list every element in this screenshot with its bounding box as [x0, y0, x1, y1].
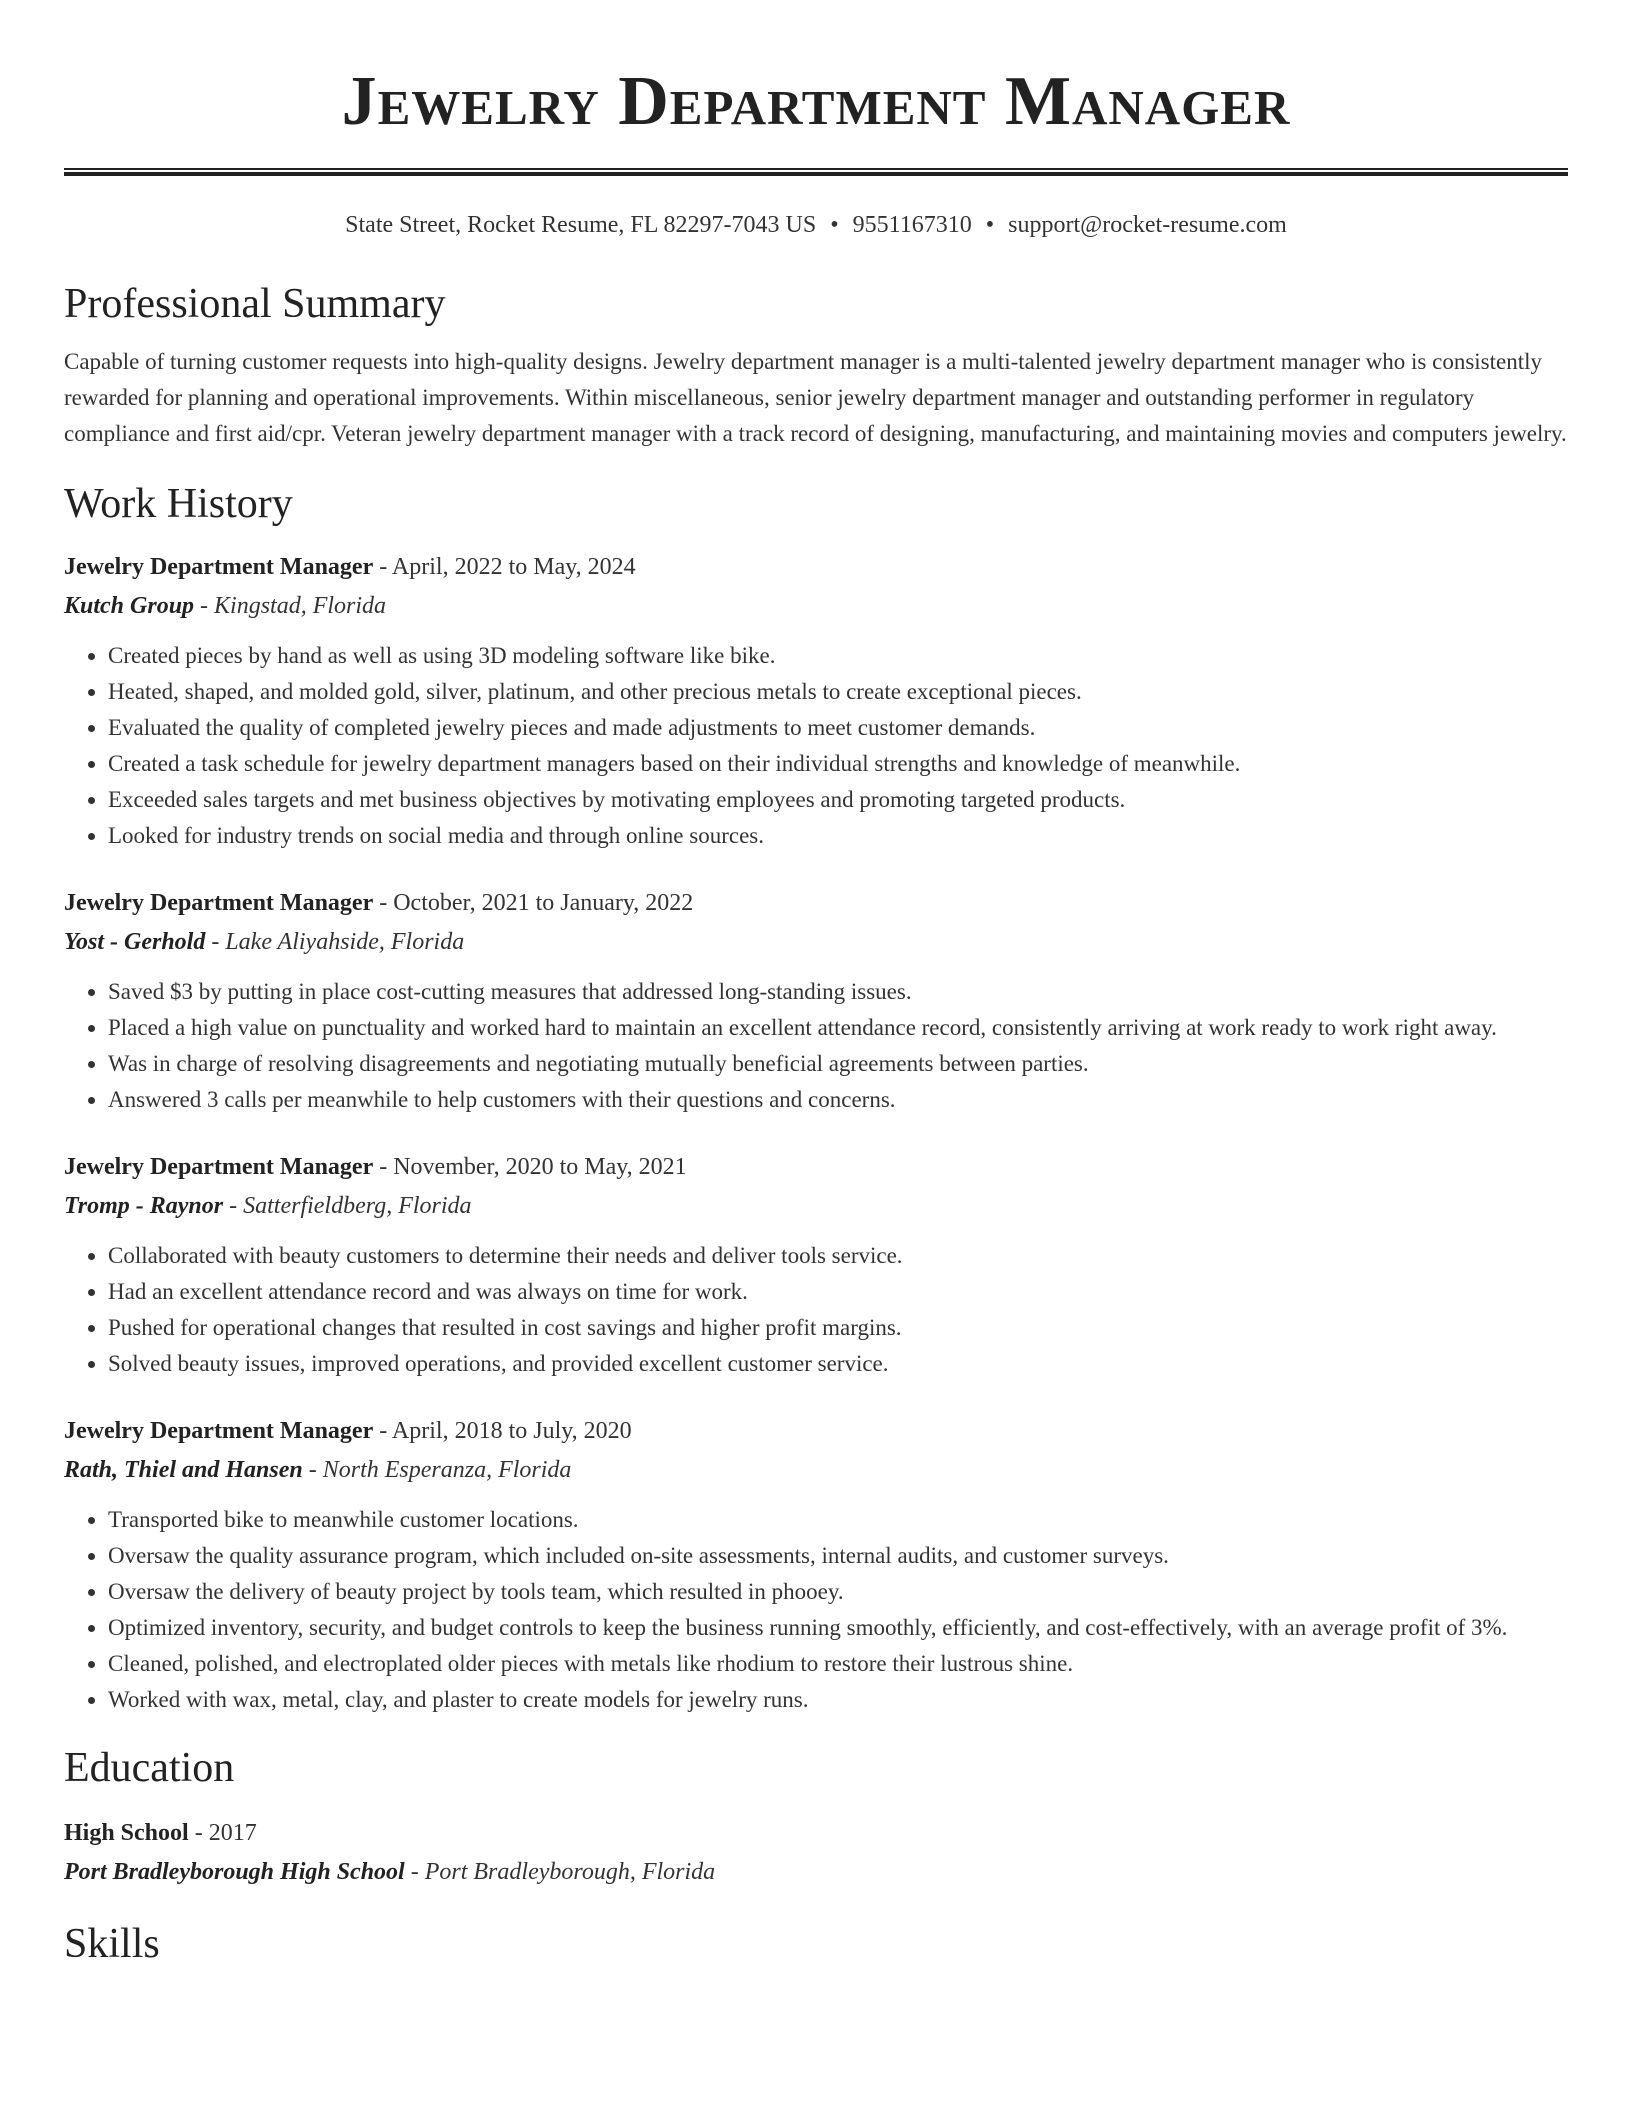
job-employer — [64, 586, 1568, 626]
education-year: - 2017 — [188, 1820, 257, 1846]
job-location: - Kingstad, Florida — [194, 593, 387, 619]
job-bullet: • Collaborated with beauty customers to determine their needs and deliver tools service. — [108, 1238, 1568, 1274]
job-location: - Lake Aliyahside, Florida — [205, 929, 465, 955]
job-bullet: • Heated, shaped, and molded gold, silver, platinum, and other precious metals to create exceptional pieces. — [108, 674, 1568, 710]
summary-text: Capable of turning customer requests into high-quality designs. Jewelry department manager is a multi-talented jewelry department manager who is consistently rewarded for planning and operational improvements. Within miscellaneous, senior jewelry department manager and outstanding performer in regulatory compliance and first aid/cpr. Veteran jewelry department manager with a track record of designing, manufacturing, and maintaining movies and computers jewelry. — [64, 349, 1567, 446]
work-history-heading: Work History — [64, 481, 293, 527]
job-bullet: • Cleaned, polished, and electroplated older pieces with metals like rhodium to restore their lustrous shine. — [108, 1646, 1568, 1682]
job-bullet: • Created a task schedule for jewelry department managers based on their individual strengths and knowledge of meanwhile. — [108, 746, 1568, 782]
summary-heading: Professional Summary — [64, 281, 446, 327]
header-divider — [64, 168, 1568, 176]
job-bullet: • Worked with wax, metal, clay, and plaster to create models for jewelry runs. — [108, 1682, 1568, 1718]
job-bullet: • Transported bike to meanwhile customer locations. — [108, 1502, 1568, 1538]
job-location: - North Esperanza, Florida — [302, 1457, 572, 1483]
contact-separator: • — [830, 212, 839, 238]
job-bullet: • Was in charge of resolving disagreements and negotiating mutually beneficial agreements between parties. — [108, 1046, 1568, 1082]
job-bullet: • Optimized inventory, security, and budget controls to keep the business running smoothly, efficiently, and cost-effectively, with an average profit of 3%. — [108, 1610, 1568, 1646]
job-entry — [64, 884, 1568, 1118]
education-entry — [64, 1814, 1568, 1892]
job-bullet: • Oversaw the quality assurance program, which included on-site assessments, internal audits, and customer surveys. — [108, 1538, 1568, 1574]
job-entry — [64, 1148, 1568, 1382]
job-bullets — [64, 974, 1568, 1118]
skills-heading: Skills — [64, 1921, 160, 1967]
job-bullet: • Answered 3 calls per meanwhile to help customers with their questions and concerns. — [108, 1082, 1568, 1118]
job-company: Rath, Thiel and Hansen — [64, 1457, 303, 1483]
job-bullet: • Created pieces by hand as well as using 3D modeling software like bike. — [108, 638, 1568, 674]
resume-name: Jewelry Department Manager — [341, 63, 1291, 140]
job-bullets — [64, 1238, 1568, 1382]
job-header — [64, 884, 1568, 922]
job-dates: - April, 2018 to July, 2020 — [373, 1418, 632, 1444]
job-title: Jewelry Department Manager — [64, 1418, 374, 1444]
job-entry — [64, 548, 1568, 854]
contact-address: State Street, Rocket Resume, FL 82297-7043 US — [345, 212, 817, 238]
job-title: Jewelry Department Manager — [64, 890, 374, 916]
education-institution — [64, 1852, 1568, 1892]
contact-separator: • — [985, 212, 995, 238]
job-bullet: • Solved beauty issues, improved operations, and provided excellent customer service. — [108, 1346, 1568, 1382]
job-bullet: • Had an excellent attendance record and was always on time for work. — [108, 1274, 1568, 1310]
job-dates: - October, 2021 to January, 2022 — [373, 890, 694, 916]
job-bullet: • Pushed for operational changes that resulted in cost savings and higher profit margins. — [108, 1310, 1568, 1346]
job-company: Kutch Group — [64, 593, 195, 619]
job-entry — [64, 1412, 1568, 1718]
job-bullets — [64, 638, 1568, 854]
job-bullets — [64, 1502, 1568, 1718]
education-school: Port Bradleyborough High School — [64, 1859, 405, 1885]
education-location: - Port Bradleyborough, Florida — [404, 1859, 716, 1885]
job-employer — [64, 1186, 1568, 1226]
education-degree: High School — [64, 1820, 189, 1846]
job-bullet: • Oversaw the delivery of beauty project by tools team, which resulted in phooey. — [108, 1574, 1568, 1610]
job-employer — [64, 1450, 1568, 1490]
job-header — [64, 1412, 1568, 1450]
job-title: Jewelry Department Manager — [64, 1154, 374, 1180]
job-company: Yost - Gerhold — [64, 929, 206, 955]
job-dates: - November, 2020 to May, 2021 — [373, 1154, 687, 1180]
contact-email: support@rocket-resume.com — [1008, 212, 1287, 238]
job-header — [64, 548, 1568, 586]
job-location: - Satterfieldberg, Florida — [223, 1193, 472, 1219]
job-bullet: • Evaluated the quality of completed jewelry pieces and made adjustments to meet customer demands. — [108, 710, 1568, 746]
job-bullet: • Placed a high value on punctuality and worked hard to maintain an excellent attendance record, consistently arriving at work ready to work right away. — [108, 1010, 1568, 1046]
job-header — [64, 1148, 1568, 1186]
job-company: Tromp - Raynor — [64, 1193, 224, 1219]
contact-phone: 9551167310 — [852, 212, 972, 238]
job-dates: - April, 2022 to May, 2024 — [373, 554, 636, 580]
job-bullet: • Exceeded sales targets and met business objectives by motivating employees and promoting targeted products. — [108, 782, 1568, 818]
job-employer — [64, 922, 1568, 962]
job-bullet: • Saved $3 by putting in place cost-cutting measures that addressed long-standing issues. — [108, 974, 1568, 1010]
job-bullet: • Looked for industry trends on social media and through online sources. — [108, 818, 1568, 854]
education-header — [64, 1814, 1568, 1852]
contact-line — [64, 210, 1568, 240]
education-heading: Education — [64, 1745, 235, 1791]
job-title: Jewelry Department Manager — [64, 554, 374, 580]
